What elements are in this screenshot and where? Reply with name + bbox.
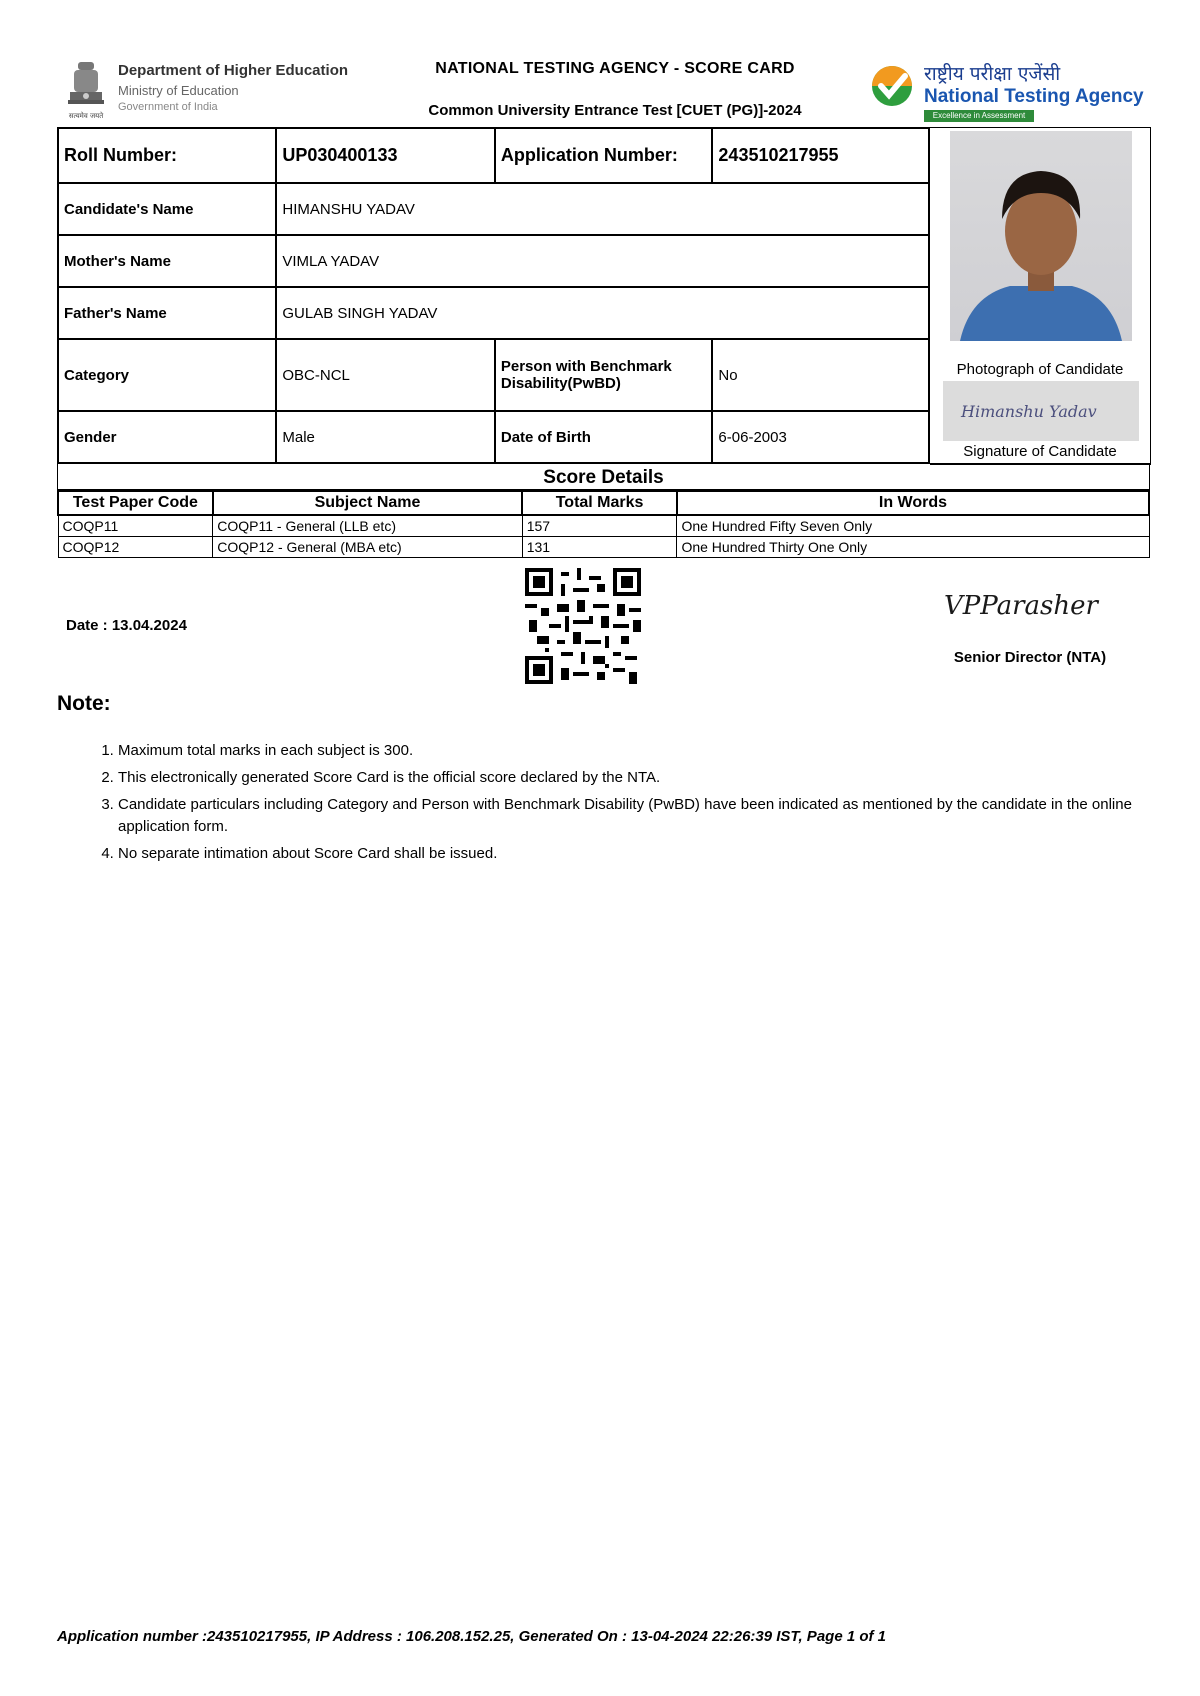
issue-date: Date : 13.04.2024	[66, 617, 187, 634]
scorecard-title: NATIONAL TESTING AGENCY - SCORE CARD	[435, 60, 795, 77]
nta-english-name: National Testing Agency	[924, 86, 1144, 107]
application-number-value: 243510217955	[712, 128, 929, 183]
roll-number-value: UP030400133	[276, 128, 495, 183]
mother-name-value: VIMLA YADAV	[276, 235, 929, 287]
list-item: 1. Maximum total marks in each subject is 300.	[118, 740, 1178, 762]
subject-name-cell: COQP12 - General (MBA etc)	[213, 537, 522, 558]
note-title: Note:	[57, 692, 111, 715]
father-name-value: GULAB SINGH YADAV	[276, 287, 929, 339]
in-words-cell: One Hundred Thirty One Only	[677, 537, 1149, 558]
total-marks-cell: 131	[522, 537, 677, 558]
ministry-name: Ministry of Education	[118, 83, 239, 98]
mother-name-label: Mother's Name	[58, 235, 276, 287]
signature-caption: Signature of Candidate	[963, 443, 1117, 460]
score-table	[57, 490, 1150, 558]
page-footer: Application number :243510217955, IP Address : 106.208.152.25, Generated On : 13-04-2024 22:26:39 IST, Page 1 of 1	[57, 1628, 887, 1645]
nta-tagline: Excellence in Assessment	[924, 110, 1034, 122]
department-block	[118, 62, 348, 113]
national-emblem-icon	[64, 60, 108, 124]
nta-hindi-name: राष्ट्रीय परीक्षा एजेंसी	[924, 63, 1061, 85]
dob-value: 6-06-2003	[712, 411, 929, 463]
notes-list	[90, 740, 1178, 870]
table-row	[58, 537, 1149, 558]
column-header: Subject Name	[213, 491, 522, 515]
candidate-signature-image	[943, 381, 1139, 441]
category-label: Category	[58, 339, 276, 411]
government-name: Government of India	[118, 101, 218, 113]
nta-checkmark-logo-icon	[870, 64, 914, 108]
svg-text:सत्यमेव जयते: सत्यमेव जयते	[68, 112, 104, 120]
column-header: Total Marks	[522, 491, 677, 515]
total-marks-cell: 157	[522, 515, 677, 537]
list-item: 3. Candidate particulars including Category and Person with Benchmark Disability (PwBD) have been indicated as mentioned by the candidate in the online application form.	[118, 794, 1178, 838]
candidate-signature-text: Himanshu Yadav	[961, 402, 1097, 421]
qr-code-icon	[525, 568, 641, 684]
department-title: Department of Higher Education	[118, 62, 349, 79]
candidate-name-value: HIMANSHU YADAV	[276, 183, 929, 235]
director-title: Senior Director (NTA)	[953, 649, 1107, 666]
table-row	[58, 515, 1149, 537]
dob-label: Date of Birth	[495, 411, 713, 463]
director-signature-text: VPParasher	[944, 591, 1098, 621]
paper-code-cell: COQP11	[58, 515, 213, 537]
exam-subtitle: Common University Entrance Test [CUET (PG)]-2024	[428, 102, 802, 119]
photo-caption: Photograph of Candidate	[956, 361, 1124, 378]
roll-number-label: Roll Number:	[58, 128, 276, 183]
person-photo-icon	[950, 131, 1132, 341]
column-header: Test Paper Code	[58, 491, 213, 515]
column-header: In Words	[677, 491, 1149, 515]
candidate-details-table	[57, 127, 930, 464]
subject-name-cell: COQP11 - General (LLB etc)	[213, 515, 522, 537]
father-name-label: Father's Name	[58, 287, 276, 339]
list-item: 2. This electronically generated Score Card is the official score declared by the NTA.	[118, 767, 1178, 789]
paper-code-cell: COQP12	[58, 537, 213, 558]
director-signature-image	[940, 580, 1098, 630]
gender-label: Gender	[58, 411, 276, 463]
gender-value: Male	[276, 411, 495, 463]
candidate-photo	[950, 131, 1132, 341]
list-item: 4. No separate intimation about Score Card shall be issued.	[118, 843, 1178, 865]
score-details-heading: Score Details	[57, 463, 1150, 490]
pwbd-value: No	[712, 339, 929, 411]
application-number-label: Application Number:	[495, 128, 713, 183]
in-words-cell: One Hundred Fifty Seven Only	[677, 515, 1149, 537]
pwbd-label: Person with Benchmark Disability(PwBD)	[495, 339, 713, 411]
category-value: OBC-NCL	[276, 339, 495, 411]
candidate-name-label: Candidate's Name	[58, 183, 276, 235]
